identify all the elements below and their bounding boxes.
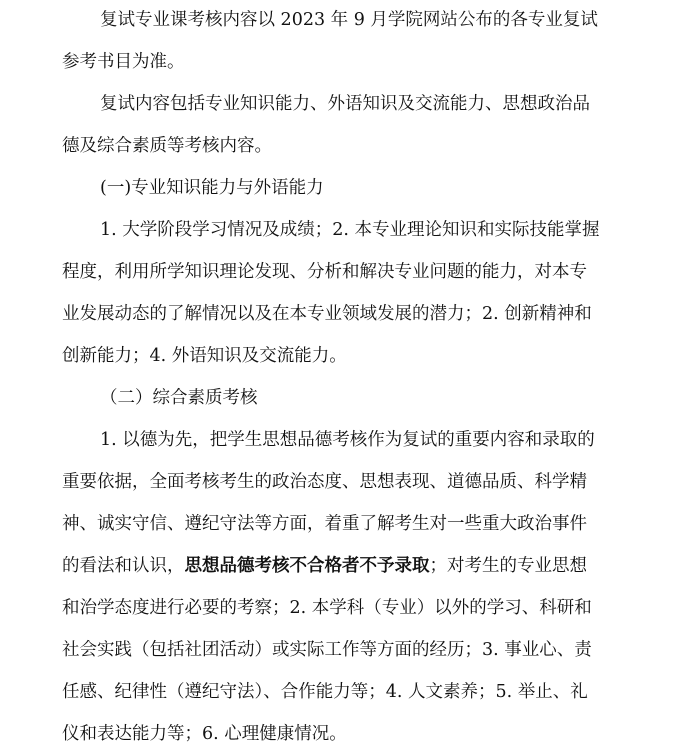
paragraph-line: 复试内容包括专业知识能力、外语知识及交流能力、思想政治品 <box>100 94 590 114</box>
paragraph-line: 重要依据，全面考核考生的政治态度、思想表现、道德品质、科学精 <box>62 472 587 492</box>
paragraph-line: 德及综合素质等考核内容。 <box>62 136 272 156</box>
paragraph-line: 神、诚实守信、遵纪守法等方面，着重了解考生对一些重大政治事件 <box>62 514 587 534</box>
paragraph-line: 社会实践（包括社团活动）或实际工作等方面的经历；3. 事业心、责 <box>62 640 592 660</box>
paragraph-text: 的看法和认识， <box>62 556 185 576</box>
section-heading: （二）综合素质考核 <box>100 388 258 408</box>
paragraph-line: 1. 大学阶段学习情况及成绩；2. 本专业理论知识和实际技能掌握 <box>100 220 600 240</box>
paragraph-line: 和治学态度进行必要的考察；2. 本学科（专业）以外的学习、科研和 <box>62 598 592 618</box>
mixed-paragraph-line <box>62 554 587 578</box>
paragraph-line: 程度，利用所学知识理论发现、分析和解决专业问题的能力，对本专 <box>62 262 587 282</box>
paragraph-text: ；对考生的专业思想 <box>429 556 587 576</box>
paragraph-line: 复试专业课考核内容以 2023 年 9 月学院网站公布的各专业复试 <box>100 10 598 30</box>
paragraph-line: 1. 以德为先，把学生思想品德考核作为复试的重要内容和录取的 <box>100 430 595 450</box>
emphasis-text: 思想品德考核不合格者不予录取 <box>184 556 430 576</box>
paragraph-line: 创新能力；4. 外语知识及交流能力。 <box>62 346 347 366</box>
section-heading: (一)专业知识能力与外语能力 <box>100 178 324 198</box>
paragraph-line: 任感、纪律性（遵纪守法）、合作能力等；4. 人文素养；5. 举止、礼 <box>62 682 588 702</box>
paragraph-line: 仪和表达能力等；6. 心理健康情况。 <box>62 724 347 744</box>
paragraph-line: 参考书目为准。 <box>62 52 185 72</box>
paragraph-line: 业发展动态的了解情况以及在本专业领域发展的潜力；2. 创新精神和 <box>62 304 592 324</box>
